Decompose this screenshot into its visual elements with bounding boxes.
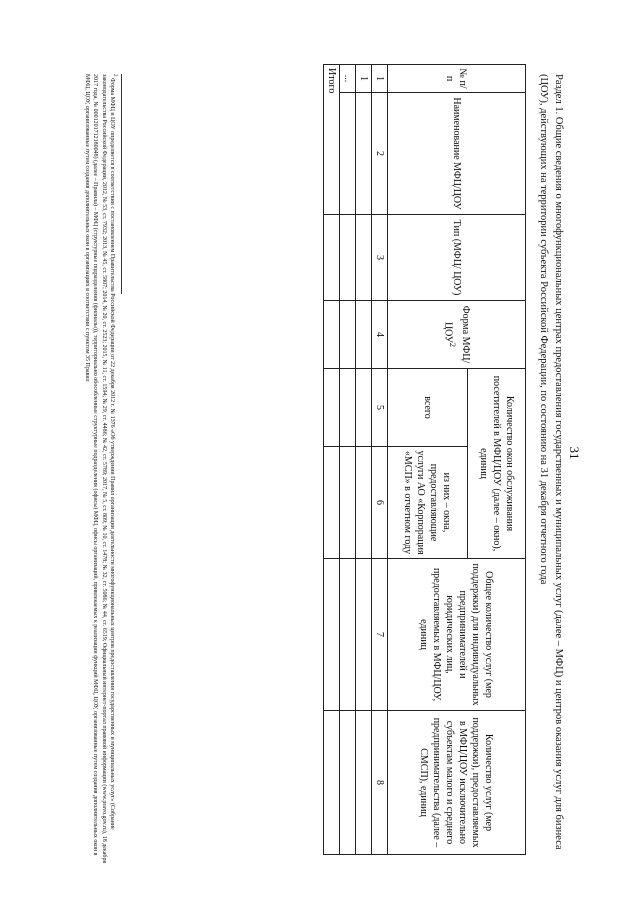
table-row [356,65,372,855]
row-type-cell [356,215,372,301]
row-num-cell: 1 [356,65,372,93]
column-number: 5 [372,369,388,447]
row-num-cell: ... [340,65,356,93]
row-form-cell [340,301,356,369]
total-form-cell [324,301,340,369]
row-type-cell [340,215,356,301]
column-number: 8 [372,711,388,855]
mfc-summary-table [323,64,526,855]
column-number: 4 [372,301,388,369]
header-num: № п/п [388,65,526,93]
header-type: Тип (МФЦ/ ЦОУ) [388,215,526,301]
row-smsp-cell [340,711,356,855]
footnote-text: Форма МФЦ и ЦОУ определяется в соответствии с постановлением Правительства Российской Федерации от 22 декабря 2012 г. № 1376 «Об утверждении Правил организации деятельности многофункциональных центров предоставления государственных и муниципальных услуг» (Собрание законодательства Российской Федерации, 2012, № 53, ст. 7932; 2013, № 45, ст. 5807; 2014, № 20, ст. 2523; 2015, № 11, ст. 1594; № 29, ст. 4486; № 42, ст. 5789; 2017, № 5, ст. 809; № 10, ст. 1478; № 32, ст. 5086; № 44, ст. 6519; Официальный интернет-портал правовой информации (www.pravo.gov.ru), 18 декабря 2017 года, № 0001201712180048) (далее – Правила) – МФЦ (структурные подразделения (филиалы)), территориально обособленные структурные подразделения (офисы) МФЦ, офисы организаций, привлекаемых к реализации функций МФЦ, ЦОУ, организованные путем создания дополнительных окон в МФЦ, ЦОУ, организованные путем создания дополнительных окон в организациях в соответствии с пунктом 35 Правил [84,74,115,864]
row-smsp-cell [356,711,372,855]
column-number: 1 [372,65,388,93]
total-label: Итого [324,65,340,215]
header-form-label: Форма МФЦ/ЦОУ [442,305,471,364]
page-number: 31 [567,446,582,460]
total-row [324,65,340,855]
header-name: Наименование МФЦ/ЦОУ [388,93,526,215]
column-number: 6 [372,447,388,559]
rotated-content [50,28,610,878]
footnote-divider [121,74,122,294]
row-msp-cell [340,447,356,559]
total-smsp-cell [324,711,340,855]
column-number: 7 [372,559,388,711]
footnote [83,74,118,864]
header-windows: Количество окон обслуживания посетителей в МФЦ/ЦОУ (далее – окно), единиц [468,369,526,559]
header-windows-total: всего [388,369,468,447]
row-name-cell [340,93,356,215]
row-msp-cell [356,447,372,559]
header-services-total: Общее количество услуг (мер поддержки) для индивидуальных предпринимателей и юридических лиц, предоставляемых в МФЦ/ЦОУ, единиц [388,559,526,711]
header-windows-msp: из них – окна, предоставляющие услуги АО «Корпорация «МСП» в отчетном году [388,447,468,559]
total-msp-cell [324,447,340,559]
table-header-row [468,65,526,855]
column-number: 2 [372,93,388,215]
total-services-cell [324,559,340,711]
header-form [388,301,526,369]
section-title: Раздел 1. Общие сведения о многофункциональных центрах предоставления государственных и муниципальных услуг (далее – МФЦ) и центров оказания услуг для бизнеса (ЦОУ), действующих на территории субъекта Российской Федерации, по состоянию на 31 декабря отчетного года [538,74,564,850]
row-services-cell [340,559,356,711]
total-total-cell [324,369,340,447]
total-type-cell [324,215,340,301]
column-number-row [372,65,388,855]
row-name-cell [356,93,372,215]
column-number: 3 [372,215,388,301]
row-form-cell [356,301,372,369]
footnote-marker: 2 [447,342,457,347]
table-row [340,65,356,855]
header-services-smsp: Количество услуг (мер поддержки), предоставляемых в МФЦ/ЦОУ исключительно субъектам малого и среднего предпринимательства (далее – СМСП), единиц [388,711,526,855]
row-total-cell [340,369,356,447]
row-services-cell [356,559,372,711]
footnote-marker: 2 [112,74,117,77]
row-total-cell [356,369,372,447]
